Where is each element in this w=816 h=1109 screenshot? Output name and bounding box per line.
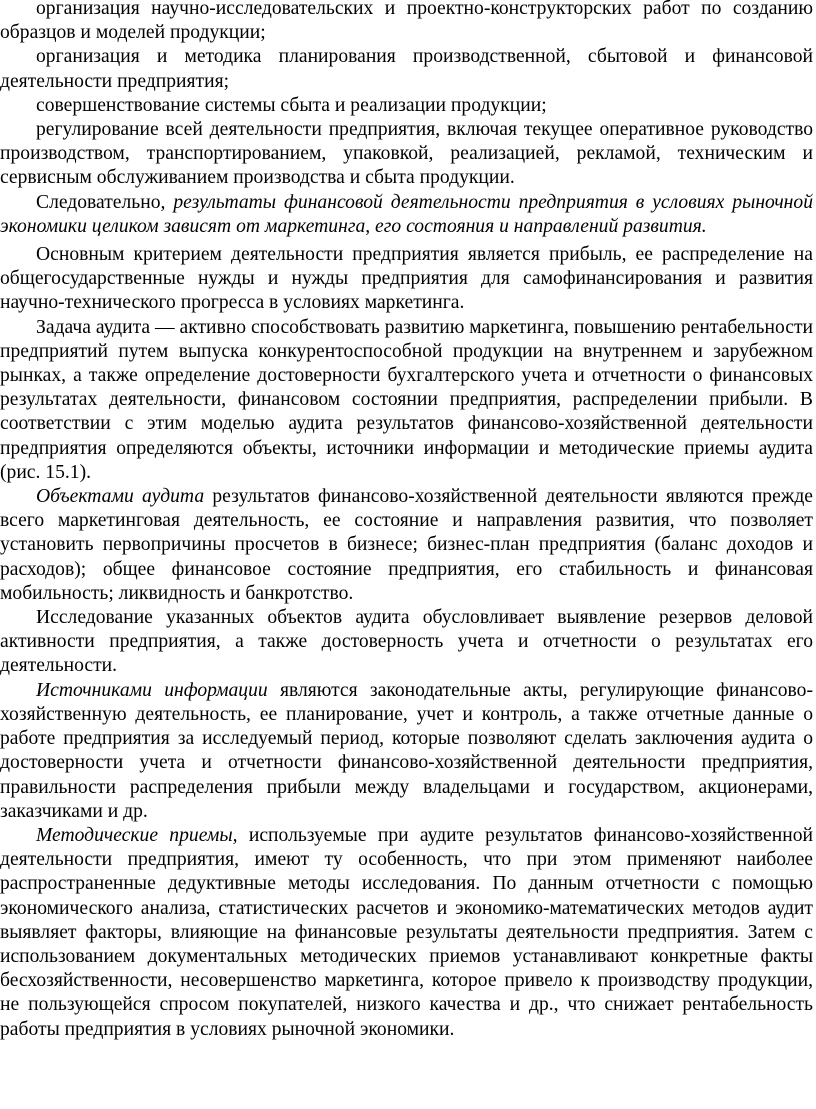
- term-information-sources: Источниками информации: [36, 679, 268, 701]
- paragraph-information-sources: [0, 679, 813, 824]
- list-item-activity-regulation: [0, 118, 813, 191]
- list-item-research-organization: [0, 0, 813, 45]
- paragraph-audit-objects: [0, 485, 813, 606]
- paragraph-methodical-techniques: [0, 824, 813, 1042]
- list-item-planning-methodology: [0, 45, 813, 93]
- paragraph-text: совершенствование системы сбыта и реализации продукции;: [36, 94, 547, 116]
- term-audit-objects: Объектами аудита: [36, 486, 205, 508]
- paragraph-objects-research: [0, 606, 813, 679]
- paragraph-text: Задача аудита — активно способствовать развитию маркетинга, повышению рентабельности предприятий путем выпуска конкурентоспособной продукции на внутреннем и зарубежном рынках, а также определение достоверности бухгалтерского учета и отчетности о финансовых результатах деятельности, финансовом состоянии предприятия, распределении прибыли. В соответствии с этим моделью аудита результатов финансово-хозяйственной деятельности предприятия определяются объекты, источники информации и методические приемы аудита (рис. 15.1).: [0, 316, 813, 483]
- paragraph-text: организация и методика планирования производственной, сбытовой и финансовой деятельности предприятия;: [0, 46, 813, 92]
- paragraph-text: используемые при аудите результатов финансово-хозяйственной деятельности предприятия, имеют ту особенность, что при этом применяют наиболее распространенные дедуктивные методы исследования. По данным отчетности с помощью экономического анализа, статистических расчетов и экономико-математических методов аудит выявляет факторы, влияющие на финансовые результаты деятельности предприятия. Затем с использованием документальных методических приемов устанавливают конкретные факты бесхозяйственности, несовершенство маркетинга, которое привело к производству продукции, не пользующейся спросом покупателей, низкого качества и др., что снижает рентабельность работы предприятия в условиях рыночной экономики.: [0, 824, 813, 1040]
- paragraph-text: Исследование указанных объектов аудита обусловливает выявление резервов деловой активности предприятия, а также достоверность учета и отчетности о результатах его деятельности.: [0, 607, 813, 677]
- paragraph-italic-statement: , результаты финансовой деятельности предприятия в условиях рыночной экономики целиком зависят от маркетинга, его состояния и направлений развития.: [0, 191, 813, 237]
- paragraph-text: организация научно-исследовательских и проектно-конструкторских работ по созданию образцов и моделей продукции;: [0, 0, 813, 44]
- paragraph-text: являются законодательные акты, регулирующие финансово-хозяйственную деятельность, ее планирование, учет и контроль, а также отчетные данные о работе предприятия за исследуемый период, которые позволяют сделать заключения аудита о достоверности учета и отчетности финансово-хозяйственной деятельности предприятия, правильности распределения прибыли между владельцами и государством, акционерами, заказчиками и др.: [0, 679, 813, 822]
- paragraph-text: регулирование всей деятельности предприятия, включая текущее оперативное руководство производством, транспортированием, упаковкой, реализацией, рекламой, техническим и сервисным обслуживанием производства и сбыта продукции.: [0, 119, 813, 189]
- paragraph-conclusion: [0, 191, 813, 239]
- list-item-sales-improvement: [0, 94, 813, 118]
- paragraph-text: Основным критерием деятельности предприятия является прибыль, ее распределение на общегосударственные нужды и нужды предприятия для самофинансирования и развития научно-технического прогресса в условиях маркетинга.: [0, 244, 813, 314]
- paragraph-text: результатов финансово-хозяйственной деятельности являются прежде всего маркетинговая деятельность, ее состояние и направления развития, что позволяет установить первопричины просчетов в бизнесе; бизнес-план предприятия (баланс доходов и расходов); общее финансовое состояние предприятия, его стабильность и финансовая мобильность; ликвидность и банкротство.: [0, 486, 813, 604]
- paragraph-profit-criterion: [0, 243, 813, 316]
- paragraph-lead: Следовательно: [36, 191, 161, 213]
- paragraph-audit-task: [0, 316, 813, 485]
- term-methodical-techniques: Методические приемы,: [36, 824, 238, 846]
